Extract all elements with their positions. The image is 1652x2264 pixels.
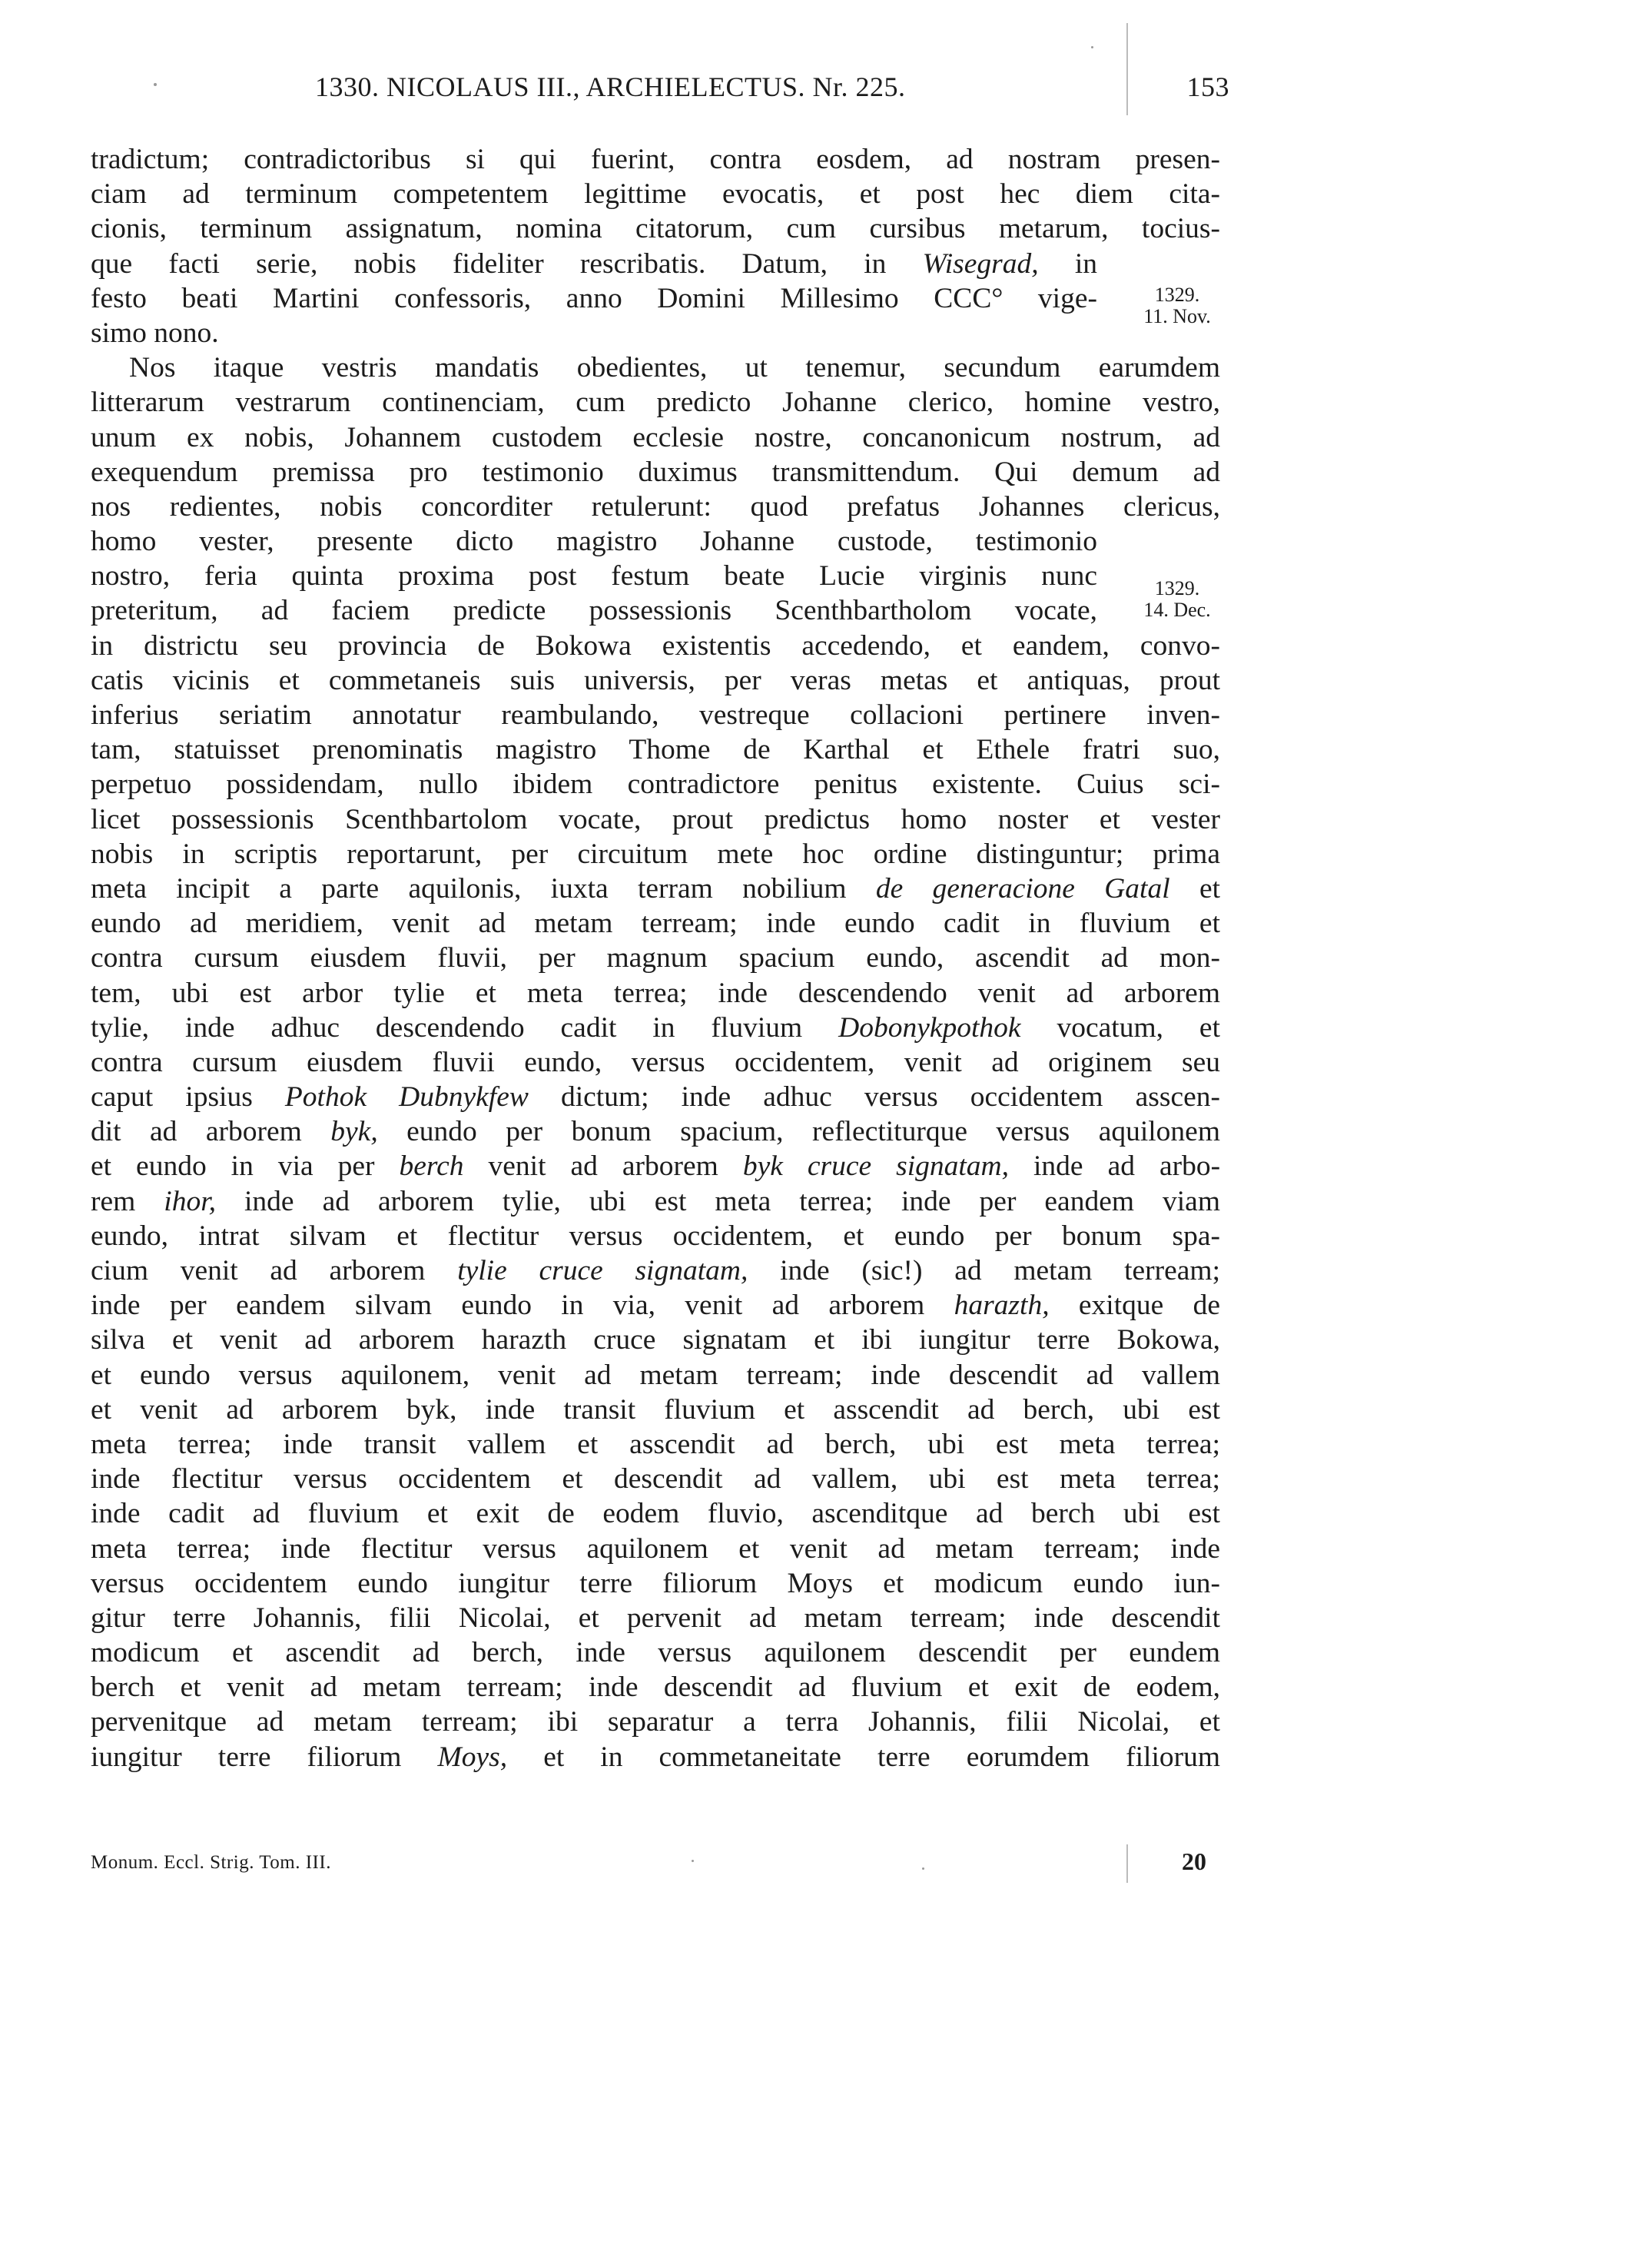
text-line-part: vocatum, et	[1057, 1011, 1220, 1044]
text-line: et venit ad arborem byk, inde transit fluvium et asscendit ad berch, ubi est	[91, 1393, 1220, 1426]
text-line: gitur terre Johannis, filii Nicolai, et pervenit ad metam terream; inde descendit	[91, 1602, 1220, 1634]
text-line: contra cursum eiusdem fluvii, per magnum spacium eundo, ascendit ad mon-	[91, 942, 1220, 974]
text-line-part: inde ad arborem tylie, ubi est meta terrea; inde per eandem viam	[244, 1185, 1220, 1217]
italic-word: berch	[399, 1150, 464, 1183]
running-title: 1330. NICOLAUS III., ARCHIELECTUS. Nr. 225.	[315, 71, 906, 102]
text-line-part: venit ad arborem	[488, 1150, 718, 1183]
text-line: catis vicinis et commetaneis suis universis, per veras metas et antiquas, prout	[91, 664, 1220, 696]
text-line: unum ex nobis, Johannem custodem ecclesie nostre, concanonicum nostrum, ad	[91, 421, 1220, 453]
text-line: versus occidentem eundo iungitur terre filiorum Moys et modicum eundo iun-	[91, 1567, 1220, 1599]
text-line: silva et venit ad arborem harazth cruce signatam et ibi iungitur terre Bokowa,	[91, 1324, 1220, 1356]
text-line-part: dit ad arborem	[91, 1116, 302, 1148]
scan-speck	[1126, 1844, 1128, 1883]
text-line: preteritum, ad faciem predicte possessionis Scenthbartholom vocate,	[91, 595, 1097, 627]
text-line	[91, 1149, 1220, 1183]
text-line: exequendum premissa pro testimonio duximus transmittendum. Qui demum ad	[91, 456, 1220, 488]
text-line: meta terrea; inde transit vallem et asscendit ad berch, ubi est meta terrea;	[91, 1428, 1220, 1460]
italic-phrase: de generacione Gatal	[875, 872, 1170, 905]
text-line-part: exitque de	[1078, 1290, 1220, 1322]
text-line-part: caput ipsius	[91, 1081, 253, 1114]
page-number: 153	[1186, 71, 1229, 102]
text-line: nobis in scriptis reportarunt, per circuitum mete hoc ordine distinguntur; prima	[91, 838, 1220, 870]
text-line: litterarum vestrarum continenciam, cum predicto Johanne clerico, homine vestro,	[91, 387, 1220, 419]
italic-place-name: Wisegrad,	[922, 247, 1039, 280]
text-line: tradictum; contradictoribus si qui fuerint, contra eosdem, ad nostram presen-	[91, 144, 1220, 175]
margin-date-note	[1123, 284, 1231, 327]
text-line: Nos itaque vestris mandatis obedientes, ut tenemur, secundum earumdem	[129, 352, 1220, 384]
text-line: modicum et ascendit ad berch, inde versus aquilonem descendit per eundem	[91, 1637, 1220, 1669]
text-line	[91, 1184, 1220, 1219]
text-line: meta terrea; inde flectitur versus aquilonem et venit ad metam terream; inde	[91, 1532, 1220, 1565]
text-line	[91, 1288, 1220, 1323]
text-line	[91, 1114, 1220, 1149]
scan-speck	[692, 1860, 694, 1862]
italic-place-name: Dobonykpothok	[838, 1011, 1021, 1044]
body-text	[91, 142, 1220, 1774]
text-line	[91, 871, 1220, 906]
text-line	[91, 247, 1097, 281]
footer-signature: Monum. Eccl. Strig. Tom. III.	[91, 1852, 331, 1873]
italic-word: Moys,	[437, 1741, 508, 1773]
text-line	[91, 1253, 1220, 1288]
italic-word: harazth,	[954, 1290, 1050, 1322]
italic-place-name: Pothok Dubnykfew	[284, 1081, 529, 1114]
text-line: eundo, intrat silvam et flectitur versus occidentem, et eundo per bonum spa-	[91, 1220, 1220, 1252]
running-header	[315, 71, 1229, 109]
text-line: nostro, feria quinta proxima post festum beate Lucie virginis nunc	[91, 560, 1097, 593]
text-line	[91, 1740, 1220, 1774]
text-line-part: que facti serie, nobis fideliter rescribatis. Datum, in	[91, 247, 887, 280]
sheet-number: 20	[1182, 1847, 1206, 1875]
text-line: cionis, terminum assignatum, nomina citatorum, cum cursibus metarum, tocius-	[91, 213, 1220, 245]
text-line-part: et	[1199, 872, 1221, 905]
text-line: tam, statuisset prenominatis magistro Thome de Karthal et Ethele fratri suo,	[91, 734, 1220, 766]
italic-word: byk,	[330, 1116, 378, 1148]
italic-phrase: tylie cruce signatam,	[457, 1255, 748, 1286]
page-footer	[91, 1847, 1220, 1878]
text-line-part: dictum; inde adhuc versus occidentem asscen-	[560, 1081, 1221, 1114]
margin-date: 14. Dec.	[1143, 599, 1211, 621]
text-line: homo vester, presente dicto magistro Johanne custode, testimonio	[91, 526, 1097, 558]
text-line-part: et eundo in via per	[91, 1150, 375, 1183]
scan-speck	[922, 1867, 924, 1870]
text-line: inferius seriatim annotatur reambulando, vestreque collacioni pertinere inven-	[91, 699, 1220, 731]
text-line-part: inde per eandem silvam eundo in via, venit ad arborem	[91, 1290, 925, 1322]
text-line: in districtu seu provincia de Bokowa existentis accedendo, et eandem, convo-	[91, 629, 1220, 662]
text-line: tem, ubi est arbor tylie et meta terrea; inde descendendo venit ad arborem	[91, 977, 1220, 1009]
scan-speck	[154, 83, 157, 86]
scan-speck	[1091, 46, 1093, 48]
italic-word: ihor,	[164, 1185, 217, 1217]
italic-phrase: byk cruce signatam,	[742, 1150, 1010, 1183]
text-line: eundo ad meridiem, venit ad metam terream; inde eundo cadit in fluvium et	[91, 908, 1220, 940]
text-line: simo nono.	[91, 317, 219, 349]
text-line-part: meta incipit a parte aquilonis, iuxta terram nobilium	[91, 872, 847, 905]
text-line-part: inde (sic!) ad metam terream;	[780, 1255, 1221, 1286]
text-line-part: tylie, inde adhuc descendendo cadit in fluvium	[91, 1011, 803, 1044]
text-line-part: in	[1074, 247, 1097, 280]
scan-speck	[1126, 23, 1128, 115]
text-line	[91, 1011, 1220, 1045]
text-line: nos redientes, nobis concorditer retulerunt: quod prefatus Johannes clericus,	[91, 490, 1220, 523]
text-line-part: iungitur terre filiorum	[91, 1741, 402, 1773]
text-line: contra cursum eiusdem fluvii eundo, versus occidentem, venit ad originem seu	[91, 1046, 1220, 1078]
text-line: et eundo versus aquilonem, venit ad metam terream; inde descendit ad vallem	[91, 1359, 1220, 1391]
margin-date-note	[1123, 578, 1231, 621]
margin-date: 11. Nov.	[1143, 305, 1211, 327]
text-line: inde flectitur versus occidentem et descendit ad vallem, ubi est meta terrea;	[91, 1463, 1220, 1496]
text-line: festo beati Martini confessoris, anno Domini Millesimo CCC° vige-	[91, 282, 1097, 314]
margin-year: 1329.	[1154, 284, 1200, 306]
text-line-part: inde ad arbo-	[1033, 1150, 1221, 1183]
text-line-part: rem	[91, 1185, 136, 1217]
text-line	[91, 1080, 1220, 1114]
text-line: ciam ad terminum competentem legittime evocatis, et post hec diem cita-	[91, 178, 1220, 211]
text-line: pervenitque ad metam terream; ibi separatur a terra Johannis, filii Nicolai, et	[91, 1706, 1220, 1738]
text-line: licet possessionis Scenthbartolom vocate, prout predictus homo noster et vester	[91, 803, 1220, 835]
margin-year: 1329.	[1154, 577, 1200, 599]
text-line: perpetuo possidendam, nullo ibidem contradictore penitus existente. Cuius sci-	[91, 768, 1220, 801]
text-line-part: eundo per bonum spacium, reflectiturque versus aquilonem	[406, 1116, 1220, 1148]
text-line-part: et in commetaneitate terre eorumdem filiorum	[543, 1741, 1221, 1773]
text-line: berch et venit ad metam terream; inde descendit ad fluvium et exit de eodem,	[91, 1671, 1220, 1704]
text-line-part: cium venit ad arborem	[91, 1255, 426, 1286]
text-line: inde cadit ad fluvium et exit de eodem fluvio, ascenditque ad berch ubi est	[91, 1498, 1220, 1530]
